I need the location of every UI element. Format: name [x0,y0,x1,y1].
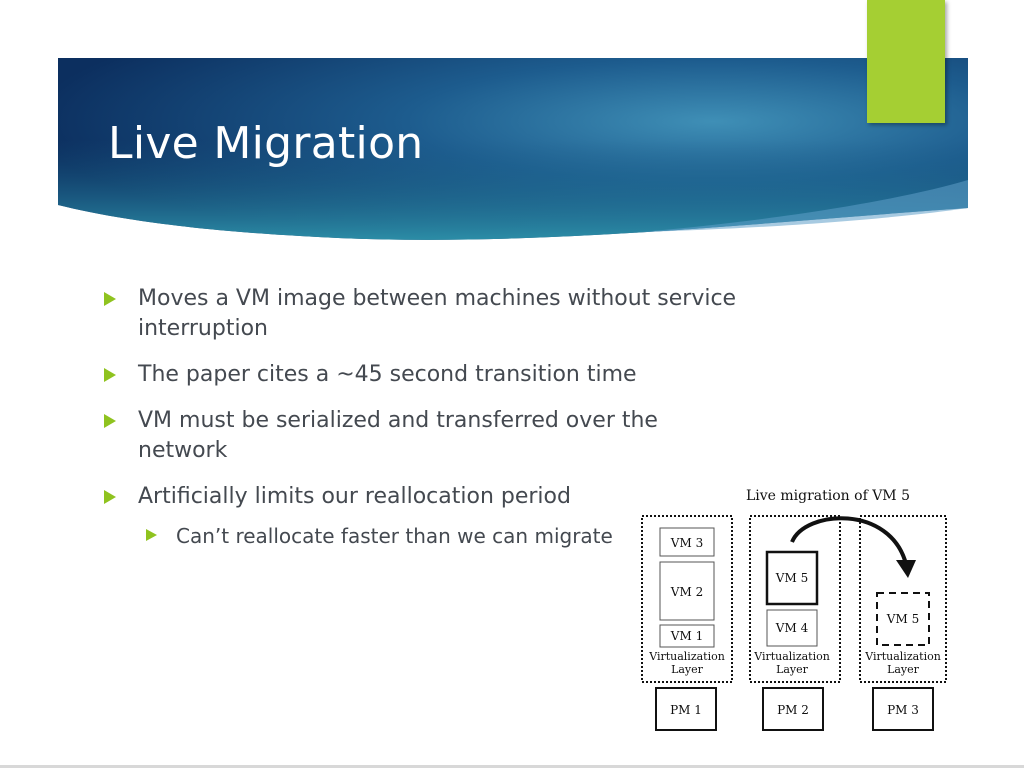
accent-rectangle [867,0,945,123]
pm1-layer-label: Virtualization [649,650,725,663]
pm3-label: PM 3 [887,703,919,717]
bullet-item [100,284,740,344]
bullet-text: The paper cites a ~45 second transition time [138,362,637,387]
migration-diagram [630,482,960,738]
bullet-item [100,360,740,390]
pm1-vm3-label: VM 3 [670,536,704,550]
pm2-vm4-label: VM 4 [775,621,809,635]
pm3-layer-label: Layer [887,663,919,676]
sub-bullet-item [100,522,614,550]
bullet-arrow-icon [104,368,116,382]
sub-bullet-arrow-icon [146,529,157,541]
bullet-text: VM must be serialized and transferred over the network [138,408,658,463]
pm3-layer-label: Virtualization [865,650,941,663]
pm2-layer-label: Virtualization [754,650,830,663]
bullet-arrow-icon [104,490,116,504]
pm2-layer-label: Layer [776,663,808,676]
bullet-arrow-icon [104,414,116,428]
pm2-label: PM 2 [777,703,809,717]
bullet-text: Moves a VM image between machines without service interruption [138,286,737,341]
bullet-item [100,406,740,466]
pm1-label: PM 1 [670,703,702,717]
pm2-vm5-label: VM 5 [775,571,809,585]
bullet-text: Artificially limits our reallocation period [138,484,571,509]
diagram-caption: Live migration of VM 5 [745,488,911,504]
sub-bullet-text: Can’t reallocate faster than we can migrate [176,524,613,548]
bullet-arrow-icon [104,292,116,306]
pm1-layer-label: Layer [671,663,703,676]
slide-title: Live Migration [108,118,424,169]
pm3-vm5-label: VM 5 [886,612,920,626]
pm1-vm1-label: VM 1 [670,629,704,643]
pm1-vm2-label: VM 2 [670,585,704,599]
